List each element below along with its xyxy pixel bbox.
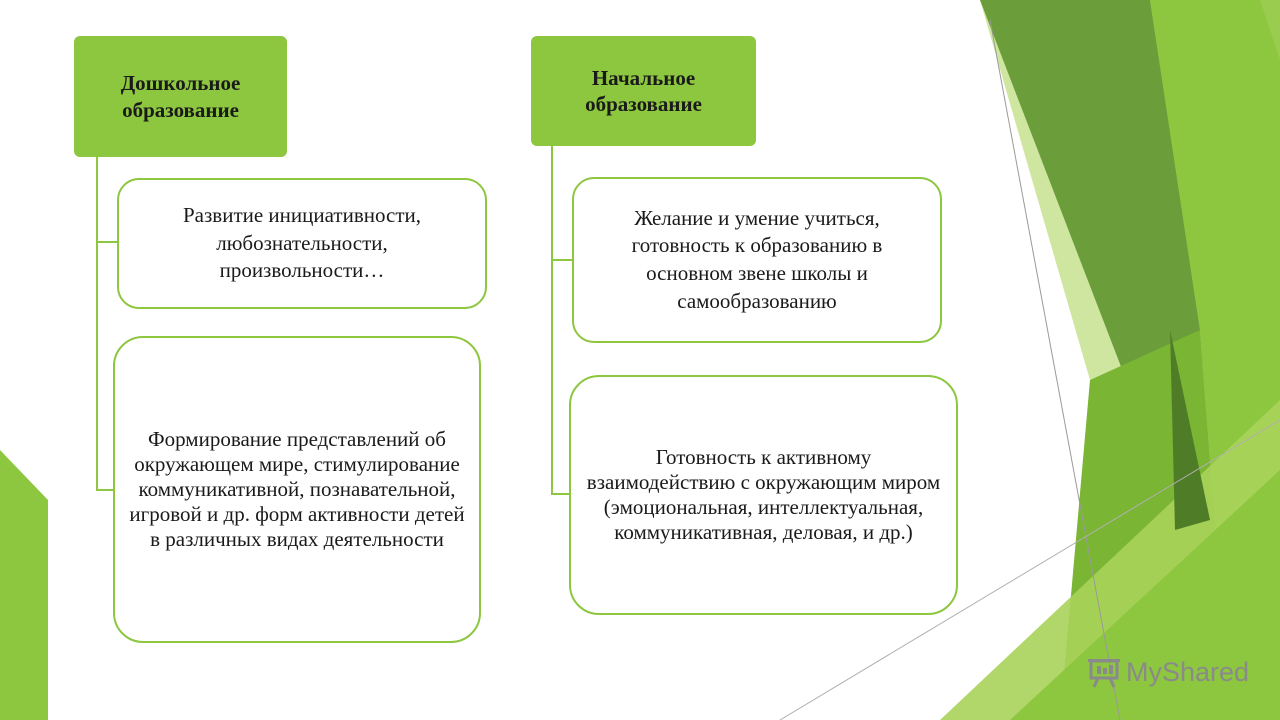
preschool-item-2 <box>113 336 481 643</box>
myshared-logo <box>1088 656 1249 688</box>
preschool-education-title: Дошкольное образование <box>120 71 241 122</box>
presentation-board-icon <box>1088 656 1120 688</box>
primary-item-1-text: Желание и умение учиться, готовность к образованию в основном звене школы и самообразованию <box>631 205 883 313</box>
primary-item-2-text: Готовность к активному взаимодействию с окружающим миром (эмоциональная, интеллектуальная, коммуникативная, деловая, и др.) <box>586 444 941 545</box>
left-connector-branch-1 <box>96 241 118 243</box>
left-connector-vertical <box>96 156 98 491</box>
preschool-education-header <box>74 36 287 157</box>
myshared-logo-text: MyShared <box>1126 656 1250 687</box>
preschool-item-2-text: Формирование представлений об окружающем мире, стимулирование коммуникативной, познавательной, игровой и др. форм активности детей в различных видах деятельности <box>129 426 465 552</box>
primary-item-2 <box>569 375 958 615</box>
primary-item-1 <box>572 177 942 343</box>
left-connector-branch-2 <box>96 489 114 491</box>
preschool-item-1-text: Развитие инициативности, любознательности, произвольности… <box>183 202 421 283</box>
primary-education-header <box>531 36 756 146</box>
right-connector-vertical <box>551 146 553 495</box>
preschool-item-1 <box>117 178 487 309</box>
right-connector-branch-2 <box>551 493 570 495</box>
right-connector-branch-1 <box>551 259 573 261</box>
primary-education-title: Начальное образование <box>585 65 702 116</box>
